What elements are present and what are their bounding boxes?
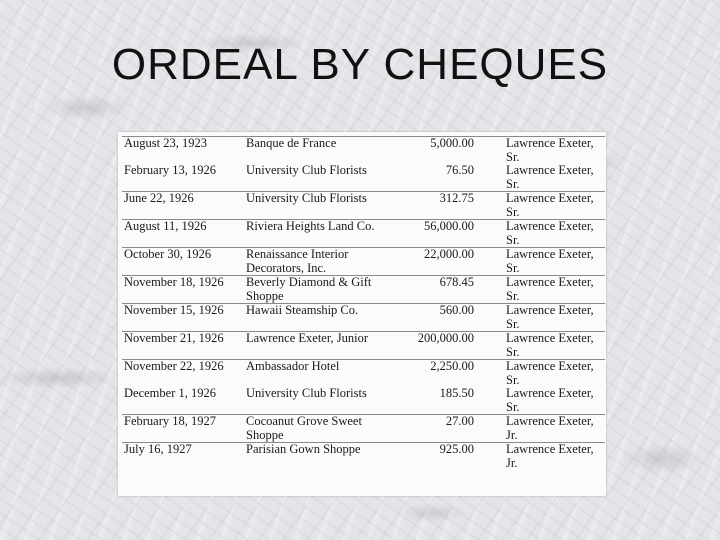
- cheque-payee: University Club Florists: [246, 191, 367, 205]
- cheque-amount: 678.45: [439, 275, 474, 289]
- cheque-amount: 27.00: [445, 414, 474, 428]
- cheque-payee: Hawaii Steamship Co.: [246, 303, 359, 317]
- cheque-amount: 56,000.00: [424, 219, 474, 233]
- cheque-amount: 312.75: [439, 191, 474, 205]
- cheque-table: [122, 136, 605, 470]
- cheque-signer: Lawrence Exeter, Sr.: [506, 359, 594, 387]
- cheque-payee: University Club Florists: [246, 386, 367, 400]
- cheque-date: December 1, 1926: [124, 386, 216, 400]
- cheque-amount: 2,250.00: [430, 359, 474, 373]
- cheque-signer: Lawrence Exeter, Sr.: [506, 386, 594, 414]
- cheque-date: August 11, 1926: [124, 219, 207, 233]
- cheque-payee: Parisian Gown Shoppe: [246, 442, 361, 456]
- cheque-payee: Beverly Diamond & Gift Shoppe: [246, 275, 372, 303]
- cheque-date: February 13, 1926: [124, 163, 216, 177]
- cheque-amount: 925.00: [439, 442, 474, 456]
- slide-title: ORDEAL BY CHEQUES: [111, 40, 609, 89]
- cheque-date: July 16, 1927: [124, 442, 192, 456]
- table-row: [122, 304, 605, 332]
- cheque-signer: Lawrence Exeter, Jr.: [506, 414, 594, 442]
- cheque-payee: Riviera Heights Land Co.: [246, 219, 375, 233]
- table-row: [122, 276, 605, 304]
- cheque-amount: 185.50: [439, 386, 474, 400]
- table-row: [122, 443, 605, 471]
- cheque-signer: Lawrence Exeter, Sr.: [506, 191, 594, 219]
- cheque-amount: 5,000.00: [430, 136, 474, 150]
- cheque-payee: Lawrence Exeter, Junior: [246, 331, 369, 345]
- cheque-date: November 22, 1926: [124, 359, 224, 373]
- cheque-signer: Lawrence Exeter, Sr.: [506, 136, 594, 164]
- cheque-payee: University Club Florists: [246, 163, 367, 177]
- cheque-payee: Ambassador Hotel: [246, 359, 340, 373]
- table-row: [122, 332, 605, 360]
- cheque-payee: Banque de France: [246, 136, 337, 150]
- cheque-amount: 76.50: [445, 163, 474, 177]
- cheque-date: November 18, 1926: [124, 275, 224, 289]
- table-row: [122, 192, 605, 220]
- cheque-amount: 200,000.00: [417, 331, 474, 345]
- table-row: [122, 164, 605, 192]
- cheque-payee: Renaissance Interior Decorators, Inc.: [246, 247, 349, 275]
- cheque-signer: Lawrence Exeter, Jr.: [506, 442, 594, 470]
- cheque-signer: Lawrence Exeter, Sr.: [506, 219, 594, 247]
- table-row: [122, 137, 605, 165]
- table-row: [122, 248, 605, 276]
- cheque-signer: Lawrence Exeter, Sr.: [506, 275, 594, 303]
- table-row: [122, 220, 605, 248]
- cheque-signer: Lawrence Exeter, Sr.: [506, 247, 594, 275]
- table-row: [122, 360, 605, 388]
- cheque-date: November 15, 1926: [124, 303, 224, 317]
- cheque-signer: Lawrence Exeter, Sr.: [506, 163, 594, 191]
- cheque-register-sheet: [118, 132, 606, 496]
- cheque-date: June 22, 1926: [124, 191, 194, 205]
- cheque-date: February 18, 1927: [124, 414, 216, 428]
- cheque-date: October 30, 1926: [124, 247, 212, 261]
- table-row: [122, 415, 605, 443]
- cheque-signer: Lawrence Exeter, Sr.: [506, 331, 594, 359]
- cheque-amount: 22,000.00: [424, 247, 474, 261]
- cheque-payee: Cocoanut Grove Sweet Shoppe: [246, 414, 362, 442]
- cheque-signer: Lawrence Exeter, Sr.: [506, 303, 594, 331]
- cheque-date: August 23, 1923: [124, 136, 207, 150]
- table-row: [122, 387, 605, 415]
- cheque-date: November 21, 1926: [124, 331, 224, 345]
- cheque-amount: 560.00: [439, 303, 474, 317]
